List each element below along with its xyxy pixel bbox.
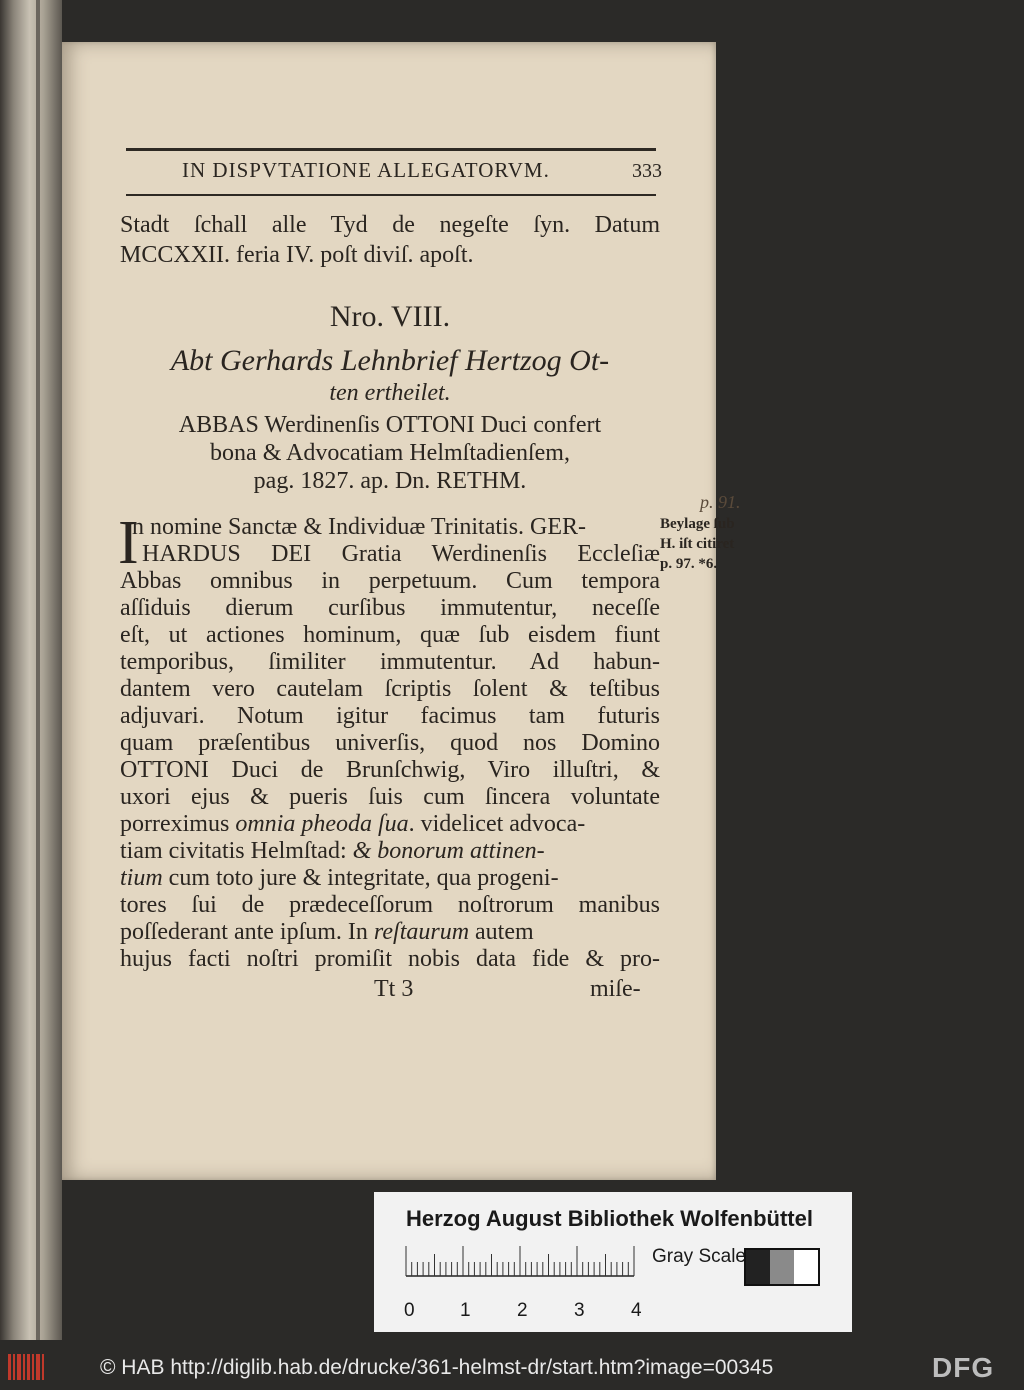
text-line: MCCXXII. feria IV. poſt diviſ. apoſt.: [120, 242, 474, 268]
body-line: adjuvari. Notum igitur facimus tam futuris: [120, 703, 660, 729]
header-rule-bottom: [126, 194, 656, 196]
barcode-icon: [8, 1354, 48, 1380]
body-line: n nomine Sanctæ & Individuæ Trinitatis. GER-: [132, 514, 587, 540]
body-text: porreximus: [120, 811, 236, 837]
page-number: 333: [632, 160, 662, 182]
footer-bar: [0, 1344, 1024, 1390]
body-text: poſſederant ante ipſum. In: [120, 919, 374, 945]
body-line: hujus facti noſtri promiſit nobis data fide & pro-: [120, 946, 660, 972]
body-text: cum toto jure & integritate, qua progeni-: [162, 865, 559, 891]
body-line: eſt, ut actiones hominum, quæ ſub eisdem fiunt: [120, 622, 660, 648]
section-heading: Nro. VIII.: [329, 300, 451, 333]
body-text-italic: omnia pheoda ſua: [235, 811, 409, 837]
body-line: [120, 919, 660, 946]
body-line: dantem vero cautelam ſcriptis ſolent & teſtibus: [120, 676, 660, 702]
text-line: Stadt ſchall alle Tyd de negeſte ſyn. Datum: [120, 212, 660, 238]
ruler-number: 0: [404, 1300, 415, 1321]
signature-mark: Tt 3: [374, 976, 414, 1002]
body-text-italic: & bonorum attinen-: [352, 838, 545, 864]
body-line: temporibus, ſimiliter immutentur. Ad habun-: [120, 649, 660, 675]
page-edge-shadow: [36, 0, 40, 1340]
ruler-number: 2: [517, 1300, 528, 1321]
gray-swatch-mid: [770, 1250, 794, 1284]
ruler-number: 4: [631, 1300, 642, 1321]
ruler-number: 1: [460, 1300, 471, 1321]
body-line: [120, 865, 660, 892]
section-title: Abt Gerhards Lehnbrief Hertzog Ot-: [170, 344, 610, 377]
gray-scale-bar: [744, 1248, 820, 1286]
body-line: HARDUS DEI Gratia Werdinenſis Eccleſiæ: [142, 541, 660, 567]
gray-swatch-dark: [746, 1250, 770, 1284]
left-page-edge: [0, 0, 62, 1340]
ruler-number: 3: [574, 1300, 585, 1321]
latin-summary: bona & Advocatiam Helmſtadienſem,: [210, 440, 570, 466]
library-name: Herzog August Bibliothek Wolfenbüttel: [406, 1206, 813, 1231]
body-line: OTTONI Duci de Brunſchwig, Viro illuſtri, &: [120, 757, 660, 783]
body-line: uxori ejus & pueris ſuis cum ſincera voluntate: [120, 784, 660, 810]
copyright-link[interactable]: © HAB http://diglib.hab.de/drucke/361-helmst-dr/start.htm?image=00345: [100, 1356, 774, 1379]
body-line: Abbas omnibus in perpetuum. Cum tempora: [120, 568, 660, 594]
margin-note: H. iſt citiret: [660, 536, 735, 552]
drop-cap: I: [118, 509, 139, 577]
body-line: [120, 838, 660, 865]
gray-scale-label: Gray Scale: [652, 1246, 746, 1267]
body-text: . videlicet advoca-: [408, 811, 586, 837]
body-line: aſſiduis dierum curſibus immutentur, neceſſe: [120, 595, 660, 621]
margin-note: p. 97. *6.: [660, 556, 718, 572]
body-text-italic: reſtaurum: [373, 919, 470, 945]
dfg-logo: DFG: [932, 1352, 995, 1383]
body-text: tiam civitatis Helmſtad:: [120, 838, 353, 864]
latin-summary: ABBAS Werdinenſis OTTONI Duci confert: [178, 412, 602, 438]
body-line: [120, 811, 660, 838]
running-head: IN DISPVTATIONE ALLEGATORVM.: [182, 158, 550, 182]
ruler-scale: [402, 1244, 642, 1324]
catchword: miſe-: [590, 976, 641, 1002]
handwritten-annotation: p. 91.: [700, 492, 741, 512]
color-scale-card: [374, 1192, 852, 1332]
latin-summary: pag. 1827. ap. Dn. RETHM.: [253, 468, 527, 494]
gray-swatch-light: [794, 1250, 818, 1284]
margin-note: Beylage ſub: [660, 516, 735, 532]
body-line: quam præſentibus univerſis, quod nos Domino: [120, 730, 660, 756]
body-text: autem: [469, 919, 534, 945]
section-title-cont: ten ertheilet.: [329, 380, 451, 406]
body-line: tores ſui de prædeceſſorum noſtrorum manibus: [120, 892, 660, 918]
header-rule-top: [126, 148, 656, 151]
body-text-italic: tium: [120, 865, 163, 891]
